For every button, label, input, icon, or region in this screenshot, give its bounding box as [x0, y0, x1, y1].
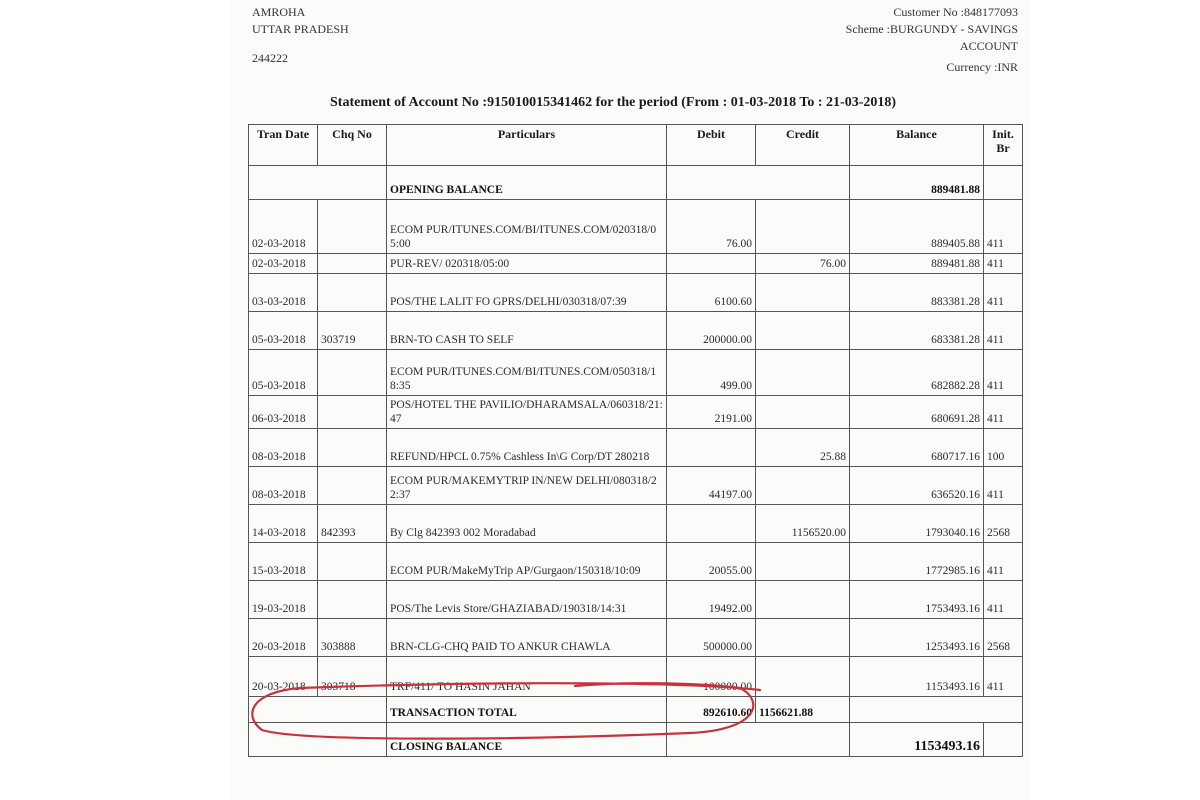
cell-tran-date: 14-03-2018	[249, 505, 318, 543]
closing-balance-row	[249, 723, 1023, 757]
cell-tran-date: 19-03-2018	[249, 581, 318, 619]
closing-balance-label: CLOSING BALANCE	[387, 723, 667, 757]
cell-tran-date: 20-03-2018	[249, 657, 318, 697]
cell-chq-no	[318, 543, 387, 581]
table-row	[249, 312, 1023, 350]
closing-balance-value: 1153493.16	[850, 723, 984, 757]
cell-credit	[756, 581, 850, 619]
cell-balance: 1772985.16	[850, 543, 984, 581]
cell-debit: 44197.00	[667, 467, 756, 505]
table-row	[249, 274, 1023, 312]
cell-chq-no: 303719	[318, 312, 387, 350]
cell-init-br: 411	[984, 254, 1023, 274]
cell-credit	[756, 312, 850, 350]
cell-chq-no	[318, 396, 387, 429]
cell-debit: 2191.00	[667, 396, 756, 429]
cell-particulars: BRN-TO CASH TO SELF	[387, 312, 667, 350]
cell-particulars: By Clg 842393 002 Moradabad	[387, 505, 667, 543]
total-credit: 1156621.88	[756, 697, 850, 723]
customer-number: Customer No :848177093	[893, 5, 1018, 19]
cell-particulars: POS/The Levis Store/GHAZIABAD/190318/14:31	[387, 581, 667, 619]
cell-chq-no	[318, 200, 387, 254]
cell-tran-date: 02-03-2018	[249, 254, 318, 274]
cell-init-br: 411	[984, 657, 1023, 697]
col-particulars: Particulars	[387, 125, 667, 166]
cell-debit: 200000.00	[667, 312, 756, 350]
pin-code: 244222	[252, 51, 288, 65]
cell-credit	[756, 274, 850, 312]
cell-particulars: ECOM PUR/MakeMyTrip AP/Gurgaon/150318/10:09	[387, 543, 667, 581]
cell-particulars: TRF/411/ TO HASIN JAHAN	[387, 657, 667, 697]
cell-balance: 1753493.16	[850, 581, 984, 619]
statement-table	[248, 124, 1023, 757]
cell-particulars: POS/HOTEL THE PAVILIO/DHARAMSALA/060318/21:47	[387, 396, 667, 429]
table-row	[249, 543, 1023, 581]
cell-tran-date: 20-03-2018	[249, 619, 318, 657]
col-init-br: Init. Br	[984, 125, 1023, 166]
cell-debit: 76.00	[667, 200, 756, 254]
cell-debit: 499.00	[667, 350, 756, 396]
statement-title: Statement of Account No :915010015341462 for the period (From : 01-03-2018 To : 21-03-2018)	[330, 95, 897, 110]
cell-balance: 1793040.16	[850, 505, 984, 543]
cell-debit: 6100.60	[667, 274, 756, 312]
cell-debit	[667, 254, 756, 274]
cell-chq-no: 303888	[318, 619, 387, 657]
cell-init-br: 411	[984, 200, 1023, 254]
cell-balance: 683381.28	[850, 312, 984, 350]
col-balance: Balance	[850, 125, 984, 166]
cell-chq-no	[318, 274, 387, 312]
cell-balance: 636520.16	[850, 467, 984, 505]
cell-init-br: 2568	[984, 505, 1023, 543]
cell-credit	[756, 350, 850, 396]
cell-credit	[756, 396, 850, 429]
cell-init-br: 411	[984, 467, 1023, 505]
cell-particulars: POS/THE LALIT FO GPRS/DELHI/030318/07:39	[387, 274, 667, 312]
cell-particulars: REFUND/HPCL 0.75% Cashless In\G Corp/DT 280218	[387, 429, 667, 467]
cell-debit: 20055.00	[667, 543, 756, 581]
address-block	[252, 4, 349, 67]
scheme-line-1: Scheme :BURGUNDY - SAVINGS	[845, 22, 1018, 36]
cell-debit	[667, 429, 756, 467]
cell-credit: 25.88	[756, 429, 850, 467]
table-row	[249, 619, 1023, 657]
table-row	[249, 581, 1023, 619]
cell-chq-no	[318, 429, 387, 467]
cell-balance: 1253493.16	[850, 619, 984, 657]
cell-credit: 1156520.00	[756, 505, 850, 543]
table-row	[249, 505, 1023, 543]
cell-init-br: 411	[984, 274, 1023, 312]
table-row	[249, 396, 1023, 429]
table-row	[249, 657, 1023, 697]
cell-chq-no: 303718	[318, 657, 387, 697]
cell-init-br: 2568	[984, 619, 1023, 657]
cell-debit	[667, 505, 756, 543]
cell-tran-date: 06-03-2018	[249, 396, 318, 429]
cell-init-br: 411	[984, 581, 1023, 619]
cell-particulars: ECOM PUR/ITUNES.COM/BI/ITUNES.COM/020318/05:00	[387, 200, 667, 254]
city: AMROHA	[252, 5, 306, 19]
cell-particulars: PUR-REV/ 020318/05:00	[387, 254, 667, 274]
cell-init-br: 100	[984, 429, 1023, 467]
cell-chq-no	[318, 254, 387, 274]
cell-balance: 682882.28	[850, 350, 984, 396]
table-header-row	[249, 125, 1023, 166]
cell-init-br: 411	[984, 350, 1023, 396]
opening-balance-row	[249, 166, 1023, 200]
cell-init-br: 411	[984, 396, 1023, 429]
transaction-total-label: TRANSACTION TOTAL	[387, 697, 667, 723]
cell-balance: 680717.16	[850, 429, 984, 467]
scheme-line-2: ACCOUNT	[959, 39, 1018, 53]
cell-tran-date: 02-03-2018	[249, 200, 318, 254]
cell-credit: 76.00	[756, 254, 850, 274]
cell-balance: 680691.28	[850, 396, 984, 429]
cell-tran-date: 08-03-2018	[249, 467, 318, 505]
cell-chq-no	[318, 581, 387, 619]
cell-particulars: BRN-CLG-CHQ PAID TO ANKUR CHAWLA	[387, 619, 667, 657]
cell-balance: 1153493.16	[850, 657, 984, 697]
opening-balance-label: OPENING BALANCE	[387, 166, 667, 200]
table-row	[249, 254, 1023, 274]
cell-chq-no	[318, 350, 387, 396]
cell-balance: 889481.88	[850, 254, 984, 274]
cell-credit	[756, 200, 850, 254]
cell-tran-date: 05-03-2018	[249, 350, 318, 396]
table-row	[249, 429, 1023, 467]
cell-balance: 889405.88	[850, 200, 984, 254]
cell-tran-date: 05-03-2018	[249, 312, 318, 350]
cell-credit	[756, 619, 850, 657]
col-tran-date: Tran Date	[249, 125, 318, 166]
cell-tran-date: 03-03-2018	[249, 274, 318, 312]
cell-credit	[756, 657, 850, 697]
table-row	[249, 467, 1023, 505]
cell-credit	[756, 543, 850, 581]
cell-init-br: 411	[984, 312, 1023, 350]
col-credit: Credit	[756, 125, 850, 166]
cell-debit: 500000.00	[667, 619, 756, 657]
cell-particulars: ECOM PUR/MAKEMYTRIP IN/NEW DELHI/080318/22:37	[387, 467, 667, 505]
col-chq-no: Chq No	[318, 125, 387, 166]
table-row	[249, 200, 1023, 254]
opening-balance-value: 889481.88	[850, 166, 984, 200]
cell-debit: 100000.00	[667, 657, 756, 697]
cell-chq-no	[318, 467, 387, 505]
cell-tran-date: 08-03-2018	[249, 429, 318, 467]
table-row	[249, 350, 1023, 396]
cell-init-br: 411	[984, 543, 1023, 581]
cell-balance: 883381.28	[850, 274, 984, 312]
cell-tran-date: 15-03-2018	[249, 543, 318, 581]
cell-credit	[756, 467, 850, 505]
state: UTTAR PRADESH	[252, 22, 349, 36]
cell-debit: 19492.00	[667, 581, 756, 619]
currency: Currency :INR	[946, 60, 1018, 74]
cell-chq-no: 842393	[318, 505, 387, 543]
col-debit: Debit	[667, 125, 756, 166]
transaction-total-row	[249, 697, 1023, 723]
cell-particulars: ECOM PUR/ITUNES.COM/BI/ITUNES.COM/050318/18:35	[387, 350, 667, 396]
account-info-block	[846, 4, 1018, 76]
total-debit: 892610.60	[667, 697, 756, 723]
